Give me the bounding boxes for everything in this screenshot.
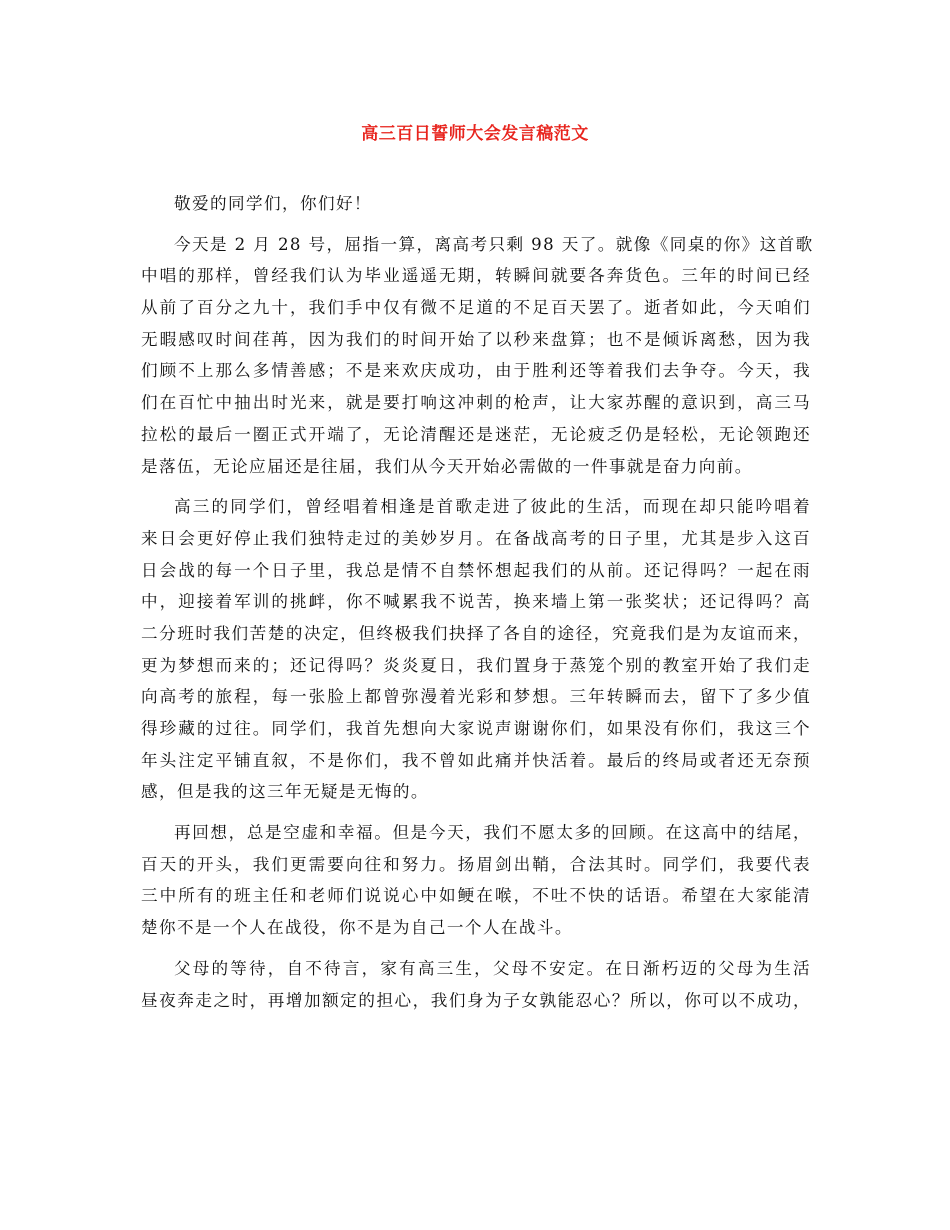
text-line: 从前了百分之九十，我们手中仅有微不足道的不足百天罢了。逝者如此，今天咱们 xyxy=(141,298,811,318)
text-line: 三中所有的班主任和老师们说说心中如鲠在喉，不吐不快的话语。希望在大家能清 xyxy=(141,886,811,906)
text-line: 感，但是我的这三年无疑是无悔的。 xyxy=(141,782,429,802)
paragraph-greeting xyxy=(141,188,811,220)
text-line: 昼夜奔走之时，再增加额定的担心，我们身为子女孰能忍心？所以，你可以不成功， xyxy=(141,990,811,1010)
document-body xyxy=(141,188,814,1016)
paragraph xyxy=(141,817,811,944)
paragraph xyxy=(141,229,814,483)
text-line: 中，迎接着军训的挑衅，你不喊累我不说苦，换来墙上第一张奖状；还记得吗？高 xyxy=(141,592,811,612)
paragraph-gap xyxy=(141,220,811,229)
text-line: 日会战的每一个日子里，我总是情不自禁怀想起我们的从前。还记得吗？一起在雨 xyxy=(141,560,811,580)
text-line: 向高考的旅程，每一张脸上都曾弥漫着光彩和梦想。三年转瞬而去，留下了多少值 xyxy=(141,687,811,707)
text-line: 无暇感叹时间荏苒，因为我们的时间开始了以秒来盘算；也不是倾诉离愁，因为我 xyxy=(141,329,811,349)
text-line: 拉松的最后一圈正式开端了，无论清醒还是迷茫，无论疲乏仍是轻松，无论领跑还 xyxy=(141,424,811,444)
text-line: 们顾不上那么多情善感；不是来欢庆成功，由于胜利还等着我们去争夺。今天，我 xyxy=(141,361,811,381)
text-line: 二分班时我们苦楚的决定，但终极我们抉择了各自的途径，究竟我们是为友谊而来， xyxy=(141,623,811,643)
text-line: 百天的开头，我们更需要向往和努力。扬眉剑出鞘，合法其时。同学们，我要代表 xyxy=(141,854,811,874)
text-line: 中唱的那样，曾经我们认为毕业遥遥无期，转瞬间就要各奔货色。三年的时间已经 xyxy=(141,266,811,286)
paragraph xyxy=(141,953,811,1016)
text-line: 得珍藏的过往。同学们，我首先想向大家说声谢谢你们，如果没有你们，我这三个 xyxy=(141,719,811,738)
text-line: 敬爱的同学们，你们好！ xyxy=(174,194,372,213)
text-line: 来日会更好停止我们独特走过的美妙岁月。在备战高考的日子里，尤其是步入这百 xyxy=(141,528,811,548)
text-line: 们在百忙中抽出时光来，就是要打响这冲刺的枪声，让大家苏醒的意识到，高三马 xyxy=(141,393,811,413)
document-title: 高三百日誓师大会发言稿范文 xyxy=(361,124,589,144)
paragraph-gap xyxy=(141,808,811,817)
paragraph-gap xyxy=(141,482,811,491)
text-line: 再回想，总是空虚和幸福。但是今天，我们不愿太多的回顾。在这高中的结尾， xyxy=(174,823,811,843)
text-line: 是落伍，无论应届还是往届，我们从今天开始必需做的一件事就是奋力向前。 xyxy=(141,456,753,476)
text-line: 高三的同学们，曾经唱着相逢是首歌走进了彼此的生活，而现在却只能吟唱着 xyxy=(174,497,811,517)
text-line: 楚你不是一个人在战役，你不是为自己一个人在战斗。 xyxy=(141,918,573,938)
text-line: 父母的等待，自不待言，家有高三生，父母不安定。在日渐朽迈的父母为生活 xyxy=(174,958,811,978)
paragraph-gap xyxy=(141,944,811,953)
paragraph xyxy=(141,491,811,808)
text-line: 今天是 2 月 28 号，屈指一算，离高考只剩 98 天了。就像《同桌的你》这首歌 xyxy=(174,234,814,254)
text-line: 年头注定平铺直叙，不是你们，我不曾如此痛并快活着。最后的终局或者还无奈预 xyxy=(141,750,811,770)
text-line: 更为梦想而来的；还记得吗？炎炎夏日，我们置身于蒸笼个别的教室开始了我们走 xyxy=(141,655,811,675)
